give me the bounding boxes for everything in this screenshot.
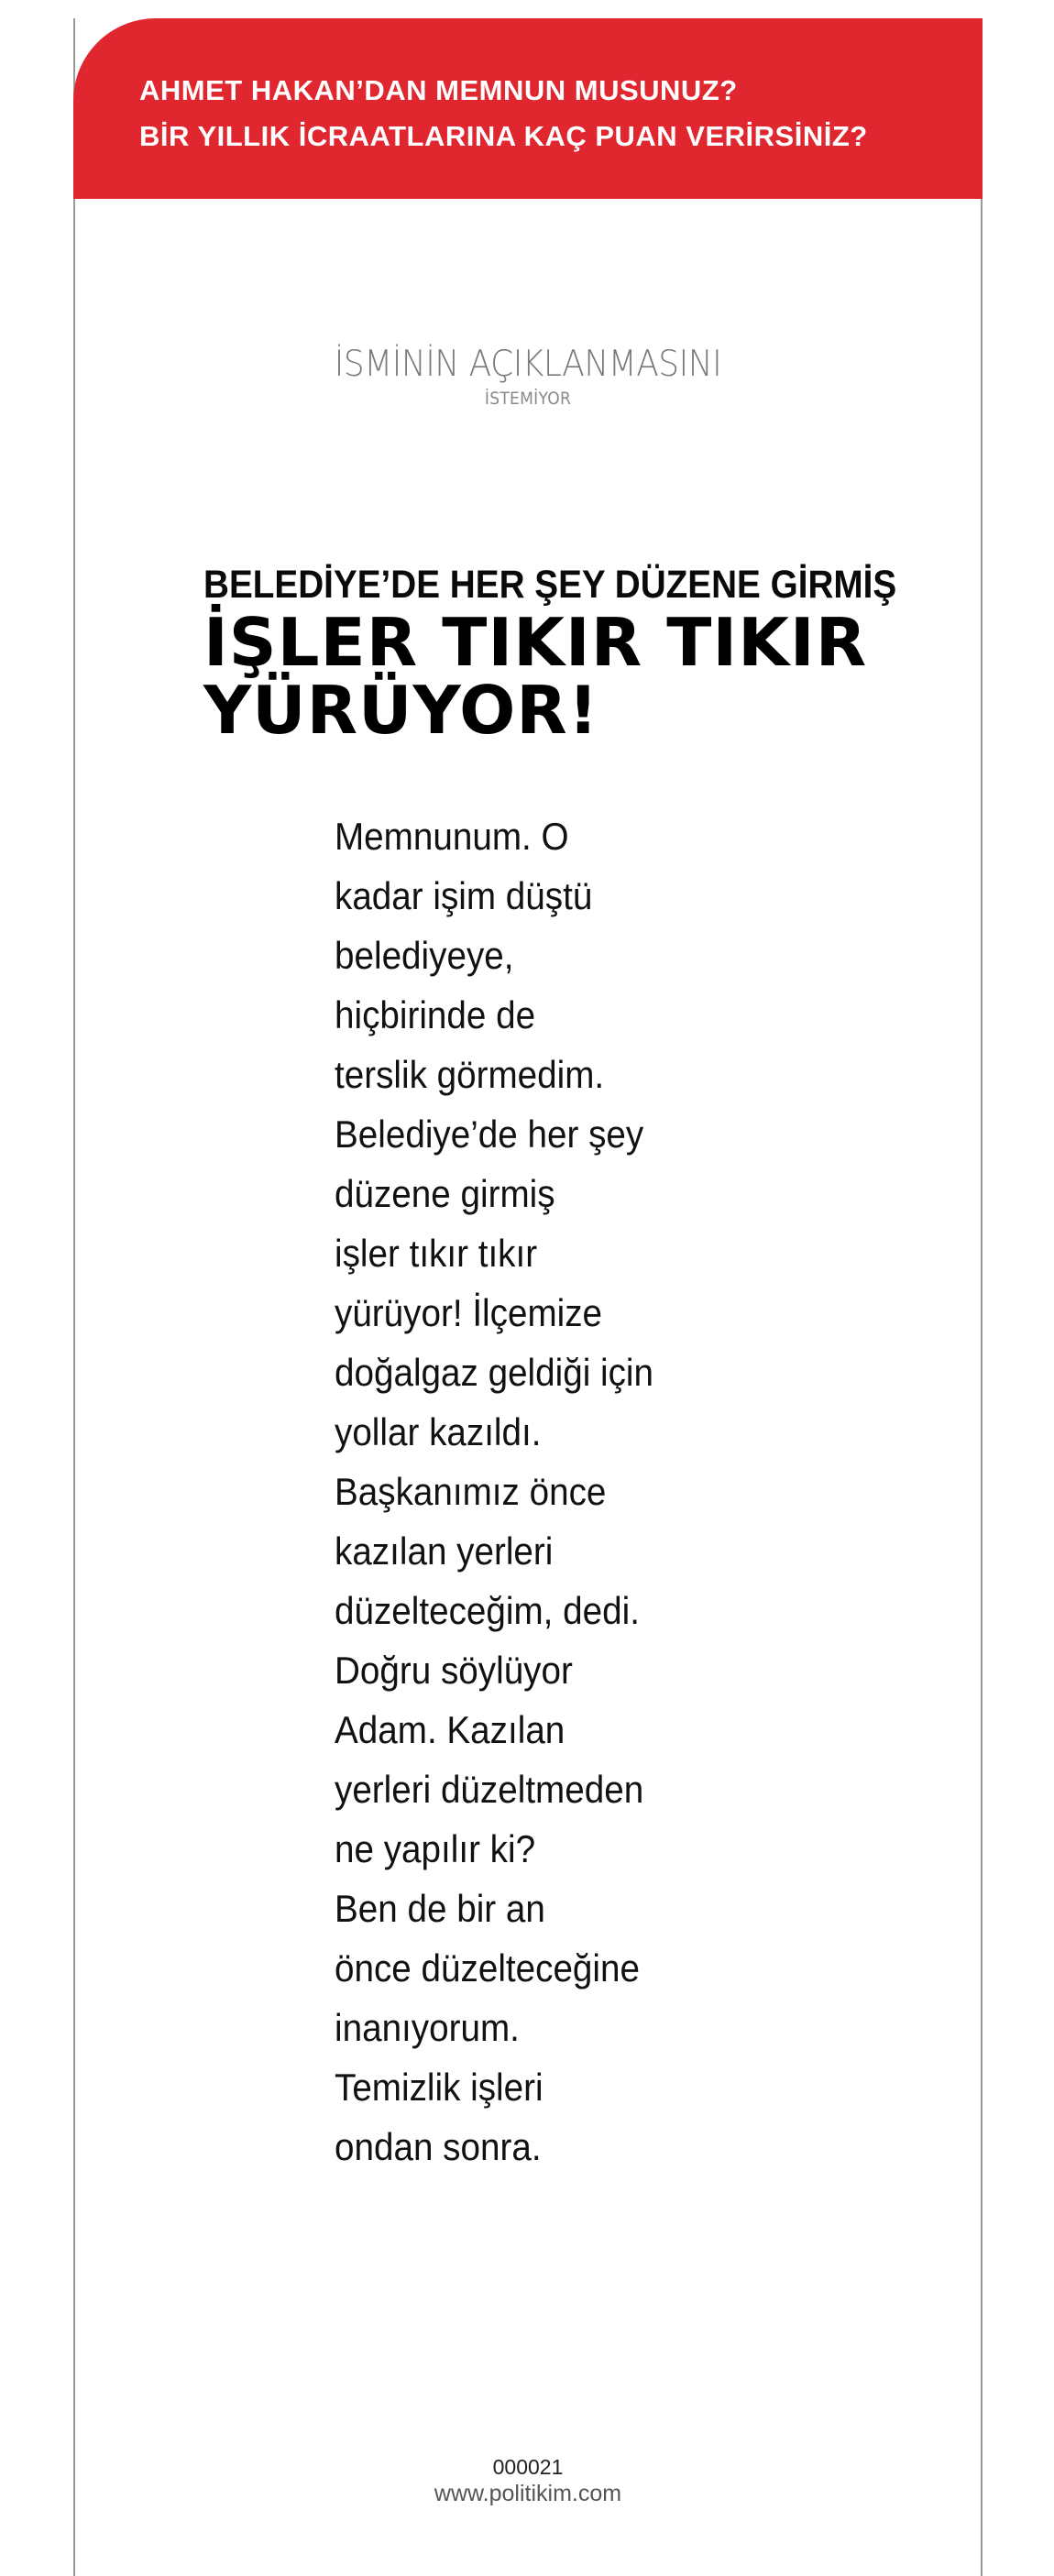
headline-title-line-1: İŞLER TIKIR TIKIR: [203, 604, 868, 681]
question-line-1: AHMET HAKAN’DAN MEMNUN MUSUNUZ?: [139, 74, 738, 106]
headline-title-line-2: YÜRÜYOR!: [203, 672, 599, 749]
headline-block: [203, 561, 955, 749]
answer-line: Memnunum. O: [335, 815, 569, 858]
answer-line: yollar kazıldı.: [335, 1410, 542, 1453]
respondent-block: [73, 341, 983, 409]
answer-line: Başkanımız önce: [335, 1470, 607, 1513]
answer-line: Temizlik işleri: [335, 2066, 543, 2109]
answer-line: düzelteceğim, dedi.: [335, 1589, 640, 1632]
answer-line: terslik görmedim.: [335, 1053, 605, 1096]
answer-text: [335, 806, 719, 2176]
answer-line: ne yapılır ki?: [335, 1827, 536, 1870]
answer-line: belediyeye,: [335, 934, 514, 977]
answer-line: Doğru söylüyor: [335, 1649, 573, 1692]
answer-line: inanıyorum.: [335, 2006, 520, 2049]
question-banner: [73, 18, 983, 199]
answer-line: kadar işim düştü: [335, 874, 593, 917]
answer-line: hiçbirinde de: [335, 993, 536, 1036]
footer-id: 000021: [492, 2455, 564, 2479]
answer-line: önce düzelteceğine: [335, 1946, 640, 1990]
answer-line: Adam. Kazılan: [335, 1708, 565, 1751]
respondent-note: İSTEMİYOR: [484, 389, 572, 409]
question-line-2: BİR YILLIK İCRAATLARINA KAÇ PUAN VERİRSİNİZ?: [139, 120, 868, 152]
footer: [73, 2454, 983, 2507]
answer-line: doğalgaz geldiği için: [335, 1351, 654, 1394]
answer-line: işler tıkır tıkır: [335, 1232, 538, 1275]
answer-line: yürüyor! İlçemize: [335, 1291, 603, 1334]
answer-line: Belediye’de her şey: [335, 1113, 644, 1156]
headline-kicker: BELEDİYE’DE HER ŞEY DÜZENE GİRMİŞ: [203, 563, 897, 607]
answer-line: kazılan yerleri: [335, 1529, 554, 1573]
answer-line: yerleri düzeltmeden: [335, 1768, 644, 1811]
answer-line: ondan sonra.: [335, 2125, 542, 2168]
respondent-name: İSMİNİN AÇIKLANMASINI: [334, 344, 722, 385]
answer-line: düzene girmiş: [335, 1172, 555, 1215]
footer-url: www.politikim.com: [434, 2481, 622, 2506]
answer-line: Ben de bir an: [335, 1887, 545, 1930]
